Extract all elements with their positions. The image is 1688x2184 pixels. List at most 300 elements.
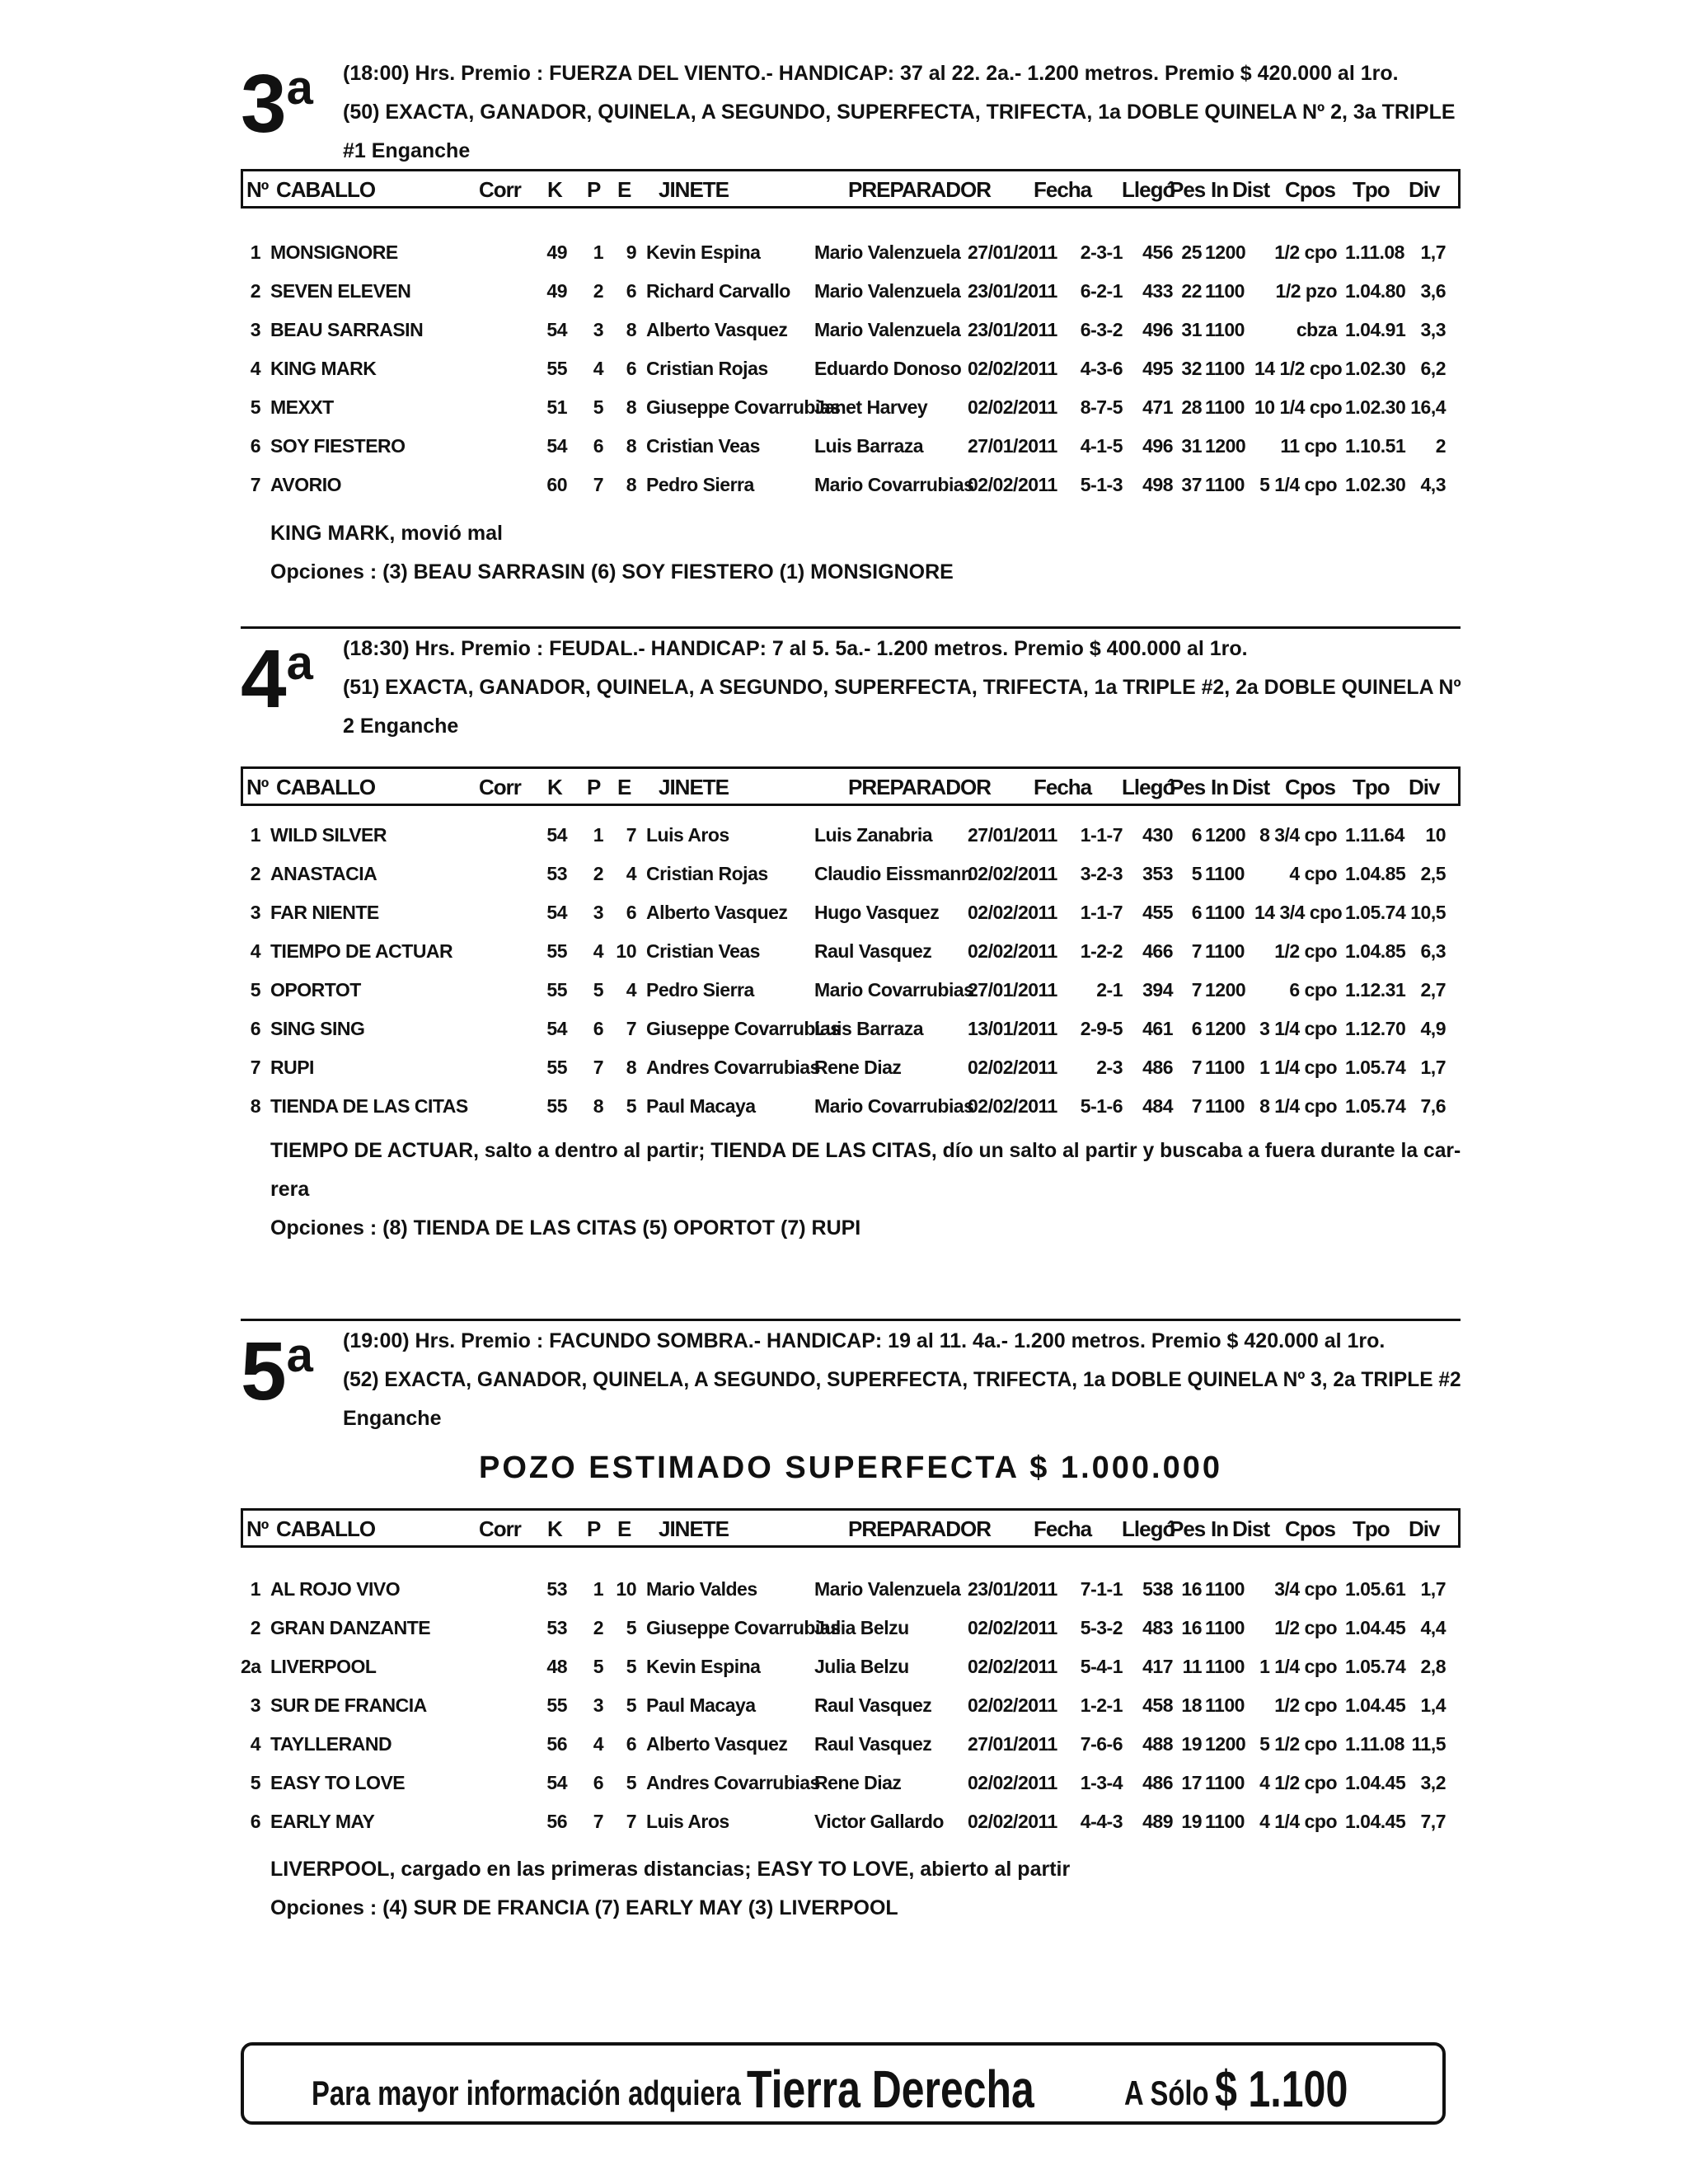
cell-horse: TAYLLERAND bbox=[270, 1733, 392, 1755]
column-header-pes: Pes bbox=[1170, 775, 1206, 799]
cell-tpo: 1.12.31 bbox=[1345, 979, 1406, 1001]
table-row bbox=[241, 932, 1461, 971]
cell-trainer: Mario Covarrubias bbox=[814, 979, 974, 1001]
cell-dist: 1100 bbox=[1205, 396, 1245, 418]
cell-e: 7 bbox=[626, 1018, 636, 1039]
race-header bbox=[343, 1322, 1461, 1438]
cell-div: 1,7 bbox=[1420, 1057, 1446, 1078]
cell-tpo: 1.05.74 bbox=[1345, 902, 1406, 923]
cell-p: 1 bbox=[593, 1578, 603, 1600]
cell-num: 3 bbox=[250, 319, 260, 340]
cell-e: 5 bbox=[626, 1656, 636, 1677]
cell-tpo: 1.05.74 bbox=[1345, 1057, 1406, 1078]
cell-num: 1 bbox=[250, 1578, 260, 1600]
table-row bbox=[241, 272, 1461, 311]
cell-in: 7 bbox=[1191, 1095, 1202, 1117]
table-row bbox=[241, 1802, 1461, 1841]
cell-pes: 455 bbox=[1142, 902, 1173, 923]
cell-jockey: Mario Valdes bbox=[646, 1578, 757, 1600]
cell-date: 23/01/2011 bbox=[968, 319, 1057, 340]
race-note-line: rera bbox=[270, 1178, 310, 1201]
cell-p: 8 bbox=[593, 1095, 603, 1117]
cell-trainer: Eduardo Donoso bbox=[814, 358, 962, 379]
cell-date: 02/02/2011 bbox=[968, 1694, 1057, 1716]
cell-div: 3,3 bbox=[1420, 319, 1446, 340]
cell-tpo: 1.05.74 bbox=[1345, 1095, 1406, 1117]
cell-dist: 1100 bbox=[1205, 902, 1245, 923]
cell-tpo: 1.04.45 bbox=[1345, 1811, 1406, 1832]
cell-jockey: Paul Macaya bbox=[646, 1694, 756, 1716]
cell-in: 16 bbox=[1181, 1617, 1202, 1638]
cell-p: 1 bbox=[593, 241, 603, 263]
cell-cpos: 8 3/4 cpo bbox=[1259, 824, 1337, 846]
cell-in: 28 bbox=[1181, 396, 1202, 418]
race-header bbox=[343, 630, 1461, 746]
cell-e: 7 bbox=[626, 824, 636, 846]
cell-dist: 1200 bbox=[1205, 979, 1246, 1001]
cell-dist: 1100 bbox=[1205, 1057, 1245, 1078]
cell-div: 7,6 bbox=[1420, 1095, 1446, 1117]
cell-p: 7 bbox=[593, 1057, 603, 1078]
cell-cpos: 1 1/4 cpo bbox=[1259, 1057, 1337, 1078]
column-header-num: Nº bbox=[246, 177, 269, 202]
cell-k: 60 bbox=[546, 474, 567, 495]
cell-dist: 1100 bbox=[1205, 1617, 1245, 1638]
cell-k: 48 bbox=[546, 1656, 567, 1677]
cell-e: 5 bbox=[626, 1617, 636, 1638]
cell-trainer: Janet Harvey bbox=[814, 396, 928, 418]
column-header-pes: Pes bbox=[1170, 1516, 1206, 1541]
entries-table bbox=[241, 816, 1461, 1126]
promo-banner bbox=[241, 2042, 1446, 2125]
cell-arrival: 6-3-2 bbox=[1080, 319, 1123, 340]
cell-div: 16,4 bbox=[1410, 396, 1446, 418]
cell-horse: SING SING bbox=[270, 1018, 365, 1039]
cell-date: 02/02/2011 bbox=[968, 1811, 1057, 1832]
cell-dist: 1100 bbox=[1205, 1578, 1245, 1600]
column-header-dist: Dist bbox=[1232, 775, 1270, 799]
cell-e: 8 bbox=[626, 1057, 636, 1078]
column-header-row bbox=[241, 169, 1461, 209]
cell-dist: 1100 bbox=[1205, 940, 1245, 962]
cell-trainer: Rene Diaz bbox=[814, 1772, 902, 1793]
cell-in: 25 bbox=[1181, 241, 1202, 263]
table-row bbox=[241, 1686, 1461, 1725]
cell-horse: FAR NIENTE bbox=[270, 902, 379, 923]
cell-trainer: Mario Valenzuela bbox=[814, 319, 961, 340]
cell-arrival: 4-3-6 bbox=[1080, 358, 1123, 379]
cell-in: 17 bbox=[1181, 1772, 1202, 1793]
cell-trainer: Claudio Eissmann bbox=[814, 863, 973, 884]
cell-horse: SUR DE FRANCIA bbox=[270, 1694, 427, 1716]
race-header-line: (18:30) Hrs. Premio : FEUDAL.- HANDICAP: 7 al 5. 5a.- 1.200 metros. Premio $ 400.000 al 1ro. bbox=[343, 637, 1248, 660]
cell-e: 6 bbox=[626, 902, 636, 923]
race-number bbox=[241, 58, 313, 157]
table-row bbox=[241, 1725, 1461, 1764]
cell-pes: 417 bbox=[1142, 1656, 1173, 1677]
cell-p: 4 bbox=[593, 358, 603, 379]
cell-trainer: Luis Barraza bbox=[814, 435, 924, 457]
column-header-div: Div bbox=[1409, 1516, 1440, 1541]
table-row bbox=[241, 1048, 1461, 1087]
cell-horse: RUPI bbox=[270, 1057, 314, 1078]
banner-price: $ 1.100 bbox=[1215, 2061, 1348, 2118]
cell-pes: 489 bbox=[1142, 1811, 1173, 1832]
cell-horse: WILD SILVER bbox=[270, 824, 387, 846]
column-header-k: K bbox=[547, 1516, 562, 1541]
cell-p: 3 bbox=[593, 902, 603, 923]
race-options: Opciones : (3) BEAU SARRASIN (6) SOY FIESTERO (1) MONSIGNORE bbox=[270, 560, 954, 583]
cell-arrival: 4-1-5 bbox=[1080, 435, 1123, 457]
cell-trainer: Julia Belzu bbox=[814, 1617, 909, 1638]
cell-div: 4,3 bbox=[1420, 474, 1446, 495]
cell-in: 7 bbox=[1191, 979, 1202, 1001]
cell-p: 7 bbox=[593, 474, 603, 495]
cell-in: 31 bbox=[1181, 435, 1202, 457]
cell-pes: 466 bbox=[1142, 940, 1173, 962]
cell-cpos: 1 1/4 cpo bbox=[1259, 1656, 1337, 1677]
cell-tpo: 1.04.45 bbox=[1345, 1694, 1406, 1716]
banner-lead: Para mayor información adquiera bbox=[312, 2074, 741, 2112]
cell-date: 02/02/2011 bbox=[968, 902, 1057, 923]
cell-tpo: 1.05.74 bbox=[1345, 1656, 1406, 1677]
column-header-k: K bbox=[547, 775, 562, 799]
cell-e: 10 bbox=[616, 1578, 636, 1600]
cell-date: 02/02/2011 bbox=[968, 1656, 1057, 1677]
cell-date: 02/02/2011 bbox=[968, 358, 1057, 379]
cell-p: 6 bbox=[593, 435, 603, 457]
cell-in: 18 bbox=[1181, 1694, 1202, 1716]
cell-tpo: 1.12.70 bbox=[1345, 1018, 1406, 1039]
cell-tpo: 1.04.45 bbox=[1345, 1617, 1406, 1638]
cell-p: 2 bbox=[593, 1617, 603, 1638]
race-options: Opciones : (8) TIENDA DE LAS CITAS (5) OPORTOT (7) RUPI bbox=[270, 1216, 861, 1240]
column-header-corr: Corr bbox=[479, 177, 521, 202]
cell-e: 4 bbox=[626, 863, 636, 884]
table-row bbox=[241, 1087, 1461, 1126]
cell-pes: 430 bbox=[1142, 824, 1173, 846]
cell-k: 55 bbox=[546, 358, 567, 379]
race-header bbox=[343, 54, 1461, 171]
cell-tpo: 1.02.30 bbox=[1345, 474, 1406, 495]
cell-k: 49 bbox=[546, 241, 567, 263]
cell-num: 3 bbox=[250, 1694, 260, 1716]
column-header-corr: Corr bbox=[479, 775, 521, 799]
cell-trainer: Mario Valenzuela bbox=[814, 1578, 961, 1600]
cell-date: 27/01/2011 bbox=[968, 979, 1057, 1001]
cell-k: 54 bbox=[546, 1772, 567, 1793]
cell-dist: 1100 bbox=[1205, 474, 1245, 495]
cell-trainer: Raul Vasquez bbox=[814, 1733, 932, 1755]
race-notes bbox=[270, 514, 1461, 592]
cell-date: 27/01/2011 bbox=[968, 824, 1057, 846]
cell-cpos: 1/2 cpo bbox=[1274, 241, 1337, 263]
table-row bbox=[241, 971, 1461, 1010]
race-number-digit: 3 bbox=[241, 58, 287, 150]
cell-pes: 496 bbox=[1142, 319, 1173, 340]
column-header-jinete: JINETE bbox=[659, 775, 729, 799]
cell-num: 2a bbox=[241, 1656, 261, 1677]
cell-div: 2,8 bbox=[1420, 1656, 1446, 1677]
cell-in: 5 bbox=[1191, 863, 1202, 884]
cell-k: 53 bbox=[546, 1617, 567, 1638]
cell-num: 3 bbox=[250, 902, 260, 923]
cell-in: 6 bbox=[1191, 1018, 1202, 1039]
cell-e: 8 bbox=[626, 396, 636, 418]
cell-cpos: 10 1/4 cpo bbox=[1254, 396, 1343, 418]
cell-p: 6 bbox=[593, 1018, 603, 1039]
cell-div: 2 bbox=[1435, 435, 1446, 457]
cell-horse: EASY TO LOVE bbox=[270, 1772, 406, 1793]
race-note-line: LIVERPOOL, cargado en las primeras distancias; EASY TO LOVE, abierto al partir bbox=[270, 1858, 1071, 1881]
cell-cpos: 1/2 cpo bbox=[1274, 1617, 1337, 1638]
cell-cpos: 6 cpo bbox=[1289, 979, 1337, 1001]
cell-div: 4,4 bbox=[1420, 1617, 1446, 1638]
cell-dist: 1100 bbox=[1205, 1772, 1245, 1793]
cell-e: 7 bbox=[626, 1811, 636, 1832]
cell-num: 1 bbox=[250, 241, 260, 263]
cell-horse: SOY FIESTERO bbox=[270, 435, 406, 457]
cell-p: 5 bbox=[593, 1656, 603, 1677]
cell-dist: 1200 bbox=[1205, 1018, 1246, 1039]
column-header-fecha: Fecha bbox=[1034, 177, 1092, 202]
cell-tpo: 1.11.08 bbox=[1345, 241, 1404, 263]
cell-pes: 498 bbox=[1142, 474, 1173, 495]
cell-in: 6 bbox=[1191, 902, 1202, 923]
cell-e: 5 bbox=[626, 1772, 636, 1793]
cell-arrival: 2-3-1 bbox=[1080, 241, 1123, 263]
cell-e: 4 bbox=[626, 979, 636, 1001]
table-row bbox=[241, 233, 1461, 272]
cell-dist: 1100 bbox=[1205, 319, 1245, 340]
race-divider bbox=[241, 1319, 1461, 1321]
race-number-suffix: a bbox=[286, 636, 313, 690]
column-header-div: Div bbox=[1409, 177, 1440, 202]
cell-p: 3 bbox=[593, 319, 603, 340]
cell-num: 2 bbox=[250, 863, 260, 884]
cell-tpo: 1.02.30 bbox=[1345, 358, 1406, 379]
cell-p: 5 bbox=[593, 979, 603, 1001]
table-row bbox=[241, 1609, 1461, 1647]
cell-horse: MONSIGNORE bbox=[270, 241, 398, 263]
cell-in: 7 bbox=[1191, 940, 1202, 962]
cell-cpos: cbza bbox=[1296, 319, 1337, 340]
cell-arrival: 1-2-2 bbox=[1080, 940, 1123, 962]
cell-k: 49 bbox=[546, 280, 567, 302]
cell-k: 55 bbox=[546, 979, 567, 1001]
cell-jockey: Giuseppe Covarrubias bbox=[646, 396, 841, 418]
column-header-llego: Llegó bbox=[1122, 775, 1175, 799]
cell-cpos: 8 1/4 cpo bbox=[1259, 1095, 1337, 1117]
cell-date: 02/02/2011 bbox=[968, 1095, 1057, 1117]
cell-in: 6 bbox=[1191, 824, 1202, 846]
cell-pes: 456 bbox=[1142, 241, 1173, 263]
cell-num: 4 bbox=[250, 940, 260, 962]
race-number-digit: 5 bbox=[241, 1325, 287, 1418]
column-header-in: In bbox=[1211, 177, 1229, 202]
cell-date: 23/01/2011 bbox=[968, 280, 1057, 302]
cell-trainer: Raul Vasquez bbox=[814, 1694, 932, 1716]
cell-arrival: 7-6-6 bbox=[1080, 1733, 1123, 1755]
column-header-row bbox=[241, 766, 1461, 806]
cell-jockey: Pedro Sierra bbox=[646, 979, 754, 1001]
race-header-line: (18:00) Hrs. Premio : FUERZA DEL VIENTO.- HANDICAP: 37 al 22. 2a.- 1.200 metros. Premio $ 420.000 al 1ro. bbox=[343, 62, 1399, 85]
cell-dist: 1100 bbox=[1205, 1811, 1245, 1832]
column-header-num: Nº bbox=[246, 775, 269, 799]
cell-dist: 1100 bbox=[1205, 1656, 1245, 1677]
cell-k: 55 bbox=[546, 1694, 567, 1716]
cell-jockey: Paul Macaya bbox=[646, 1095, 756, 1117]
table-row bbox=[241, 427, 1461, 466]
cell-cpos: 3 1/4 cpo bbox=[1259, 1018, 1337, 1039]
cell-date: 27/01/2011 bbox=[968, 241, 1057, 263]
cell-date: 02/02/2011 bbox=[968, 863, 1057, 884]
cell-arrival: 5-1-3 bbox=[1080, 474, 1123, 495]
cell-e: 5 bbox=[626, 1694, 636, 1716]
cell-horse: BEAU SARRASIN bbox=[270, 319, 424, 340]
cell-jockey: Alberto Vasquez bbox=[646, 902, 788, 923]
cell-in: 37 bbox=[1181, 474, 1202, 495]
column-header-cpos: Cpos bbox=[1285, 177, 1335, 202]
cell-tpo: 1.11.64 bbox=[1345, 824, 1404, 846]
cell-trainer: Raul Vasquez bbox=[814, 940, 932, 962]
table-row bbox=[241, 311, 1461, 349]
cell-in: 16 bbox=[1181, 1578, 1202, 1600]
cell-date: 02/02/2011 bbox=[968, 396, 1057, 418]
cell-tpo: 1.04.91 bbox=[1345, 319, 1406, 340]
cell-pes: 394 bbox=[1142, 979, 1173, 1001]
column-header-preparador: PREPARADOR bbox=[848, 177, 991, 202]
cell-e: 9 bbox=[626, 241, 636, 263]
cell-num: 4 bbox=[250, 358, 260, 379]
column-header-tpo: Tpo bbox=[1353, 177, 1390, 202]
cell-jockey: Pedro Sierra bbox=[646, 474, 754, 495]
cell-in: 31 bbox=[1181, 319, 1202, 340]
cell-tpo: 1.05.61 bbox=[1345, 1578, 1406, 1600]
column-header-jinete: JINETE bbox=[659, 1516, 729, 1541]
cell-num: 5 bbox=[250, 396, 260, 418]
cell-cpos: 14 1/2 cpo bbox=[1254, 358, 1343, 379]
cell-cpos: 4 1/4 cpo bbox=[1259, 1811, 1337, 1832]
column-header-fecha: Fecha bbox=[1034, 775, 1092, 799]
column-header-preparador: PREPARADOR bbox=[848, 1516, 991, 1541]
cell-date: 23/01/2011 bbox=[968, 1578, 1057, 1600]
column-header-pes: Pes bbox=[1170, 177, 1206, 202]
cell-in: 19 bbox=[1181, 1733, 1202, 1755]
cell-jockey: Andres Covarrubias bbox=[646, 1772, 820, 1793]
cell-trainer: Rene Diaz bbox=[814, 1057, 902, 1078]
cell-k: 53 bbox=[546, 1578, 567, 1600]
column-header-caballo: CABALLO bbox=[276, 177, 376, 202]
race-note-line: KING MARK, movió mal bbox=[270, 522, 503, 545]
cell-num: 8 bbox=[250, 1095, 260, 1117]
cell-pes: 496 bbox=[1142, 435, 1173, 457]
race-header-line: (50) EXACTA, GANADOR, QUINELA, A SEGUNDO, SUPERFECTA, TRIFECTA, 1a DOBLE QUINELA Nº 2, 3a TRIPLE bbox=[343, 101, 1456, 124]
cell-horse: SEVEN ELEVEN bbox=[270, 280, 411, 302]
cell-p: 7 bbox=[593, 1811, 603, 1832]
cell-jockey: Luis Aros bbox=[646, 1811, 729, 1832]
cell-date: 02/02/2011 bbox=[968, 1772, 1057, 1793]
cell-arrival: 1-3-4 bbox=[1080, 1772, 1123, 1793]
cell-k: 54 bbox=[546, 1018, 567, 1039]
cell-cpos: 5 1/4 cpo bbox=[1259, 474, 1337, 495]
cell-k: 51 bbox=[546, 396, 567, 418]
cell-arrival: 1-2-1 bbox=[1080, 1694, 1123, 1716]
cell-pes: 483 bbox=[1142, 1617, 1173, 1638]
cell-e: 8 bbox=[626, 474, 636, 495]
cell-e: 8 bbox=[626, 435, 636, 457]
cell-div: 3,2 bbox=[1420, 1772, 1446, 1793]
cell-pes: 461 bbox=[1142, 1018, 1173, 1039]
column-header-jinete: JINETE bbox=[659, 177, 729, 202]
cell-arrival: 2-9-5 bbox=[1080, 1018, 1123, 1039]
cell-e: 6 bbox=[626, 358, 636, 379]
cell-trainer: Mario Valenzuela bbox=[814, 280, 961, 302]
cell-date: 02/02/2011 bbox=[968, 474, 1057, 495]
cell-trainer: Mario Valenzuela bbox=[814, 241, 961, 263]
cell-k: 54 bbox=[546, 319, 567, 340]
cell-p: 3 bbox=[593, 1694, 603, 1716]
cell-dist: 1100 bbox=[1205, 863, 1245, 884]
cell-in: 11 bbox=[1182, 1656, 1202, 1677]
cell-tpo: 1.04.85 bbox=[1345, 863, 1406, 884]
banner-price-lead: A Sólo bbox=[1124, 2074, 1209, 2112]
cell-num: 5 bbox=[250, 1772, 260, 1793]
cell-div: 2,5 bbox=[1420, 863, 1446, 884]
cell-dist: 1100 bbox=[1205, 358, 1245, 379]
cell-e: 5 bbox=[626, 1095, 636, 1117]
cell-dist: 1200 bbox=[1205, 824, 1246, 846]
column-header-e: E bbox=[617, 775, 631, 799]
column-header-dist: Dist bbox=[1232, 177, 1270, 202]
table-row bbox=[241, 816, 1461, 855]
cell-jockey: Alberto Vasquez bbox=[646, 319, 788, 340]
table-row bbox=[241, 388, 1461, 427]
cell-trainer: Mario Covarrubias bbox=[814, 474, 974, 495]
cell-num: 2 bbox=[250, 1617, 260, 1638]
race-header-line: 2 Enganche bbox=[343, 715, 459, 738]
race-divider bbox=[241, 626, 1461, 629]
cell-jockey: Cristian Veas bbox=[646, 435, 760, 457]
cell-pes: 353 bbox=[1142, 863, 1173, 884]
cell-num: 7 bbox=[250, 1057, 260, 1078]
column-header-row bbox=[241, 1508, 1461, 1548]
cell-num: 6 bbox=[250, 435, 260, 457]
cell-dist: 1200 bbox=[1205, 435, 1246, 457]
cell-arrival: 5-1-6 bbox=[1080, 1095, 1123, 1117]
cell-dist: 1100 bbox=[1205, 280, 1245, 302]
table-row bbox=[241, 855, 1461, 893]
column-header-num: Nº bbox=[246, 1516, 269, 1541]
cell-in: 32 bbox=[1181, 358, 1202, 379]
race-number bbox=[241, 633, 313, 733]
cell-pes: 486 bbox=[1142, 1772, 1173, 1793]
cell-k: 54 bbox=[546, 824, 567, 846]
race-header-line: Enganche bbox=[343, 1407, 442, 1430]
cell-trainer: Hugo Vasquez bbox=[814, 902, 940, 923]
cell-cpos: 11 cpo bbox=[1280, 435, 1337, 457]
cell-jockey: Kevin Espina bbox=[646, 1656, 761, 1677]
cell-tpo: 1.11.08 bbox=[1345, 1733, 1404, 1755]
cell-tpo: 1.02.30 bbox=[1345, 396, 1406, 418]
cell-div: 1,4 bbox=[1420, 1694, 1446, 1716]
cell-jockey: Cristian Rojas bbox=[646, 358, 768, 379]
race-header-line: #1 Enganche bbox=[343, 139, 471, 162]
column-header-p: P bbox=[587, 775, 601, 799]
cell-pes: 495 bbox=[1142, 358, 1173, 379]
cell-div: 2,7 bbox=[1420, 979, 1446, 1001]
race-number-digit: 4 bbox=[241, 633, 287, 725]
